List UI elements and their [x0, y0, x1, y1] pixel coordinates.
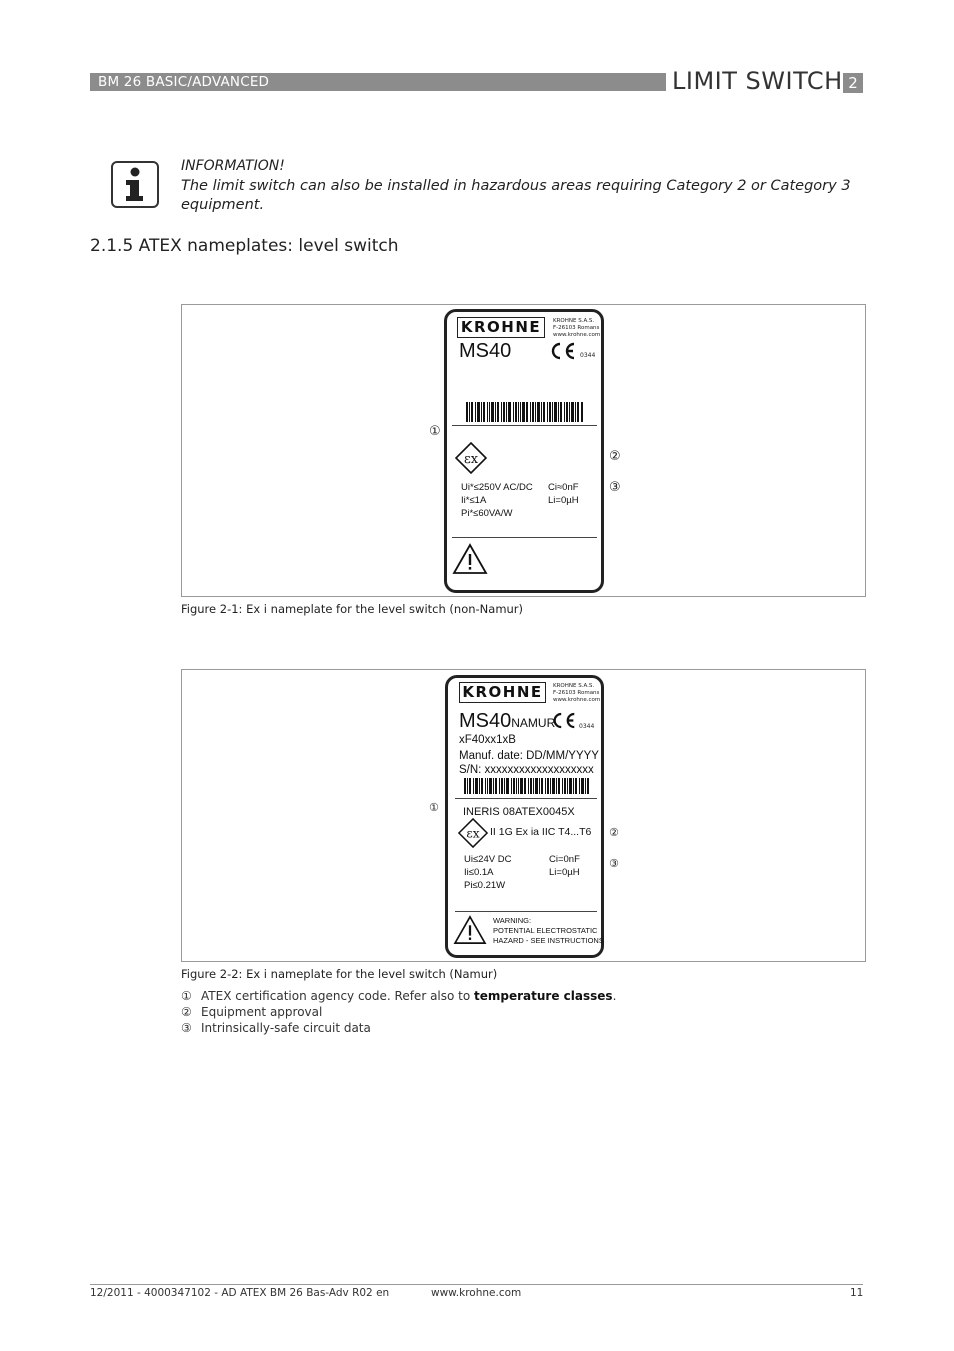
equipment-marking: II 1G Ex ia IIC T4...T6 — [490, 826, 592, 838]
intrinsic-data-right: Ci=0nF Li=0µH — [549, 854, 580, 878]
warning-triangle-icon — [452, 543, 488, 579]
barcode — [464, 778, 592, 798]
model-name: MS40NAMUR — [459, 710, 556, 732]
callout-3: ③ — [609, 857, 619, 870]
callout-3: ③ — [609, 480, 621, 495]
footer-document-id: 12/2011 - 4000347102 - AD ATEX BM 26 Bas-Adv R02 en — [90, 1287, 390, 1299]
certificate-number: INERIS 08ATEX0045X — [463, 806, 575, 818]
barcode — [466, 402, 584, 426]
legend-item-2: ② Equipment approval — [181, 1005, 323, 1019]
ce-mark-icon — [548, 342, 578, 364]
page-number: 11 — [850, 1287, 864, 1299]
intrinsic-data-left: Ui*≤250V AC/DC Ii*≤1A Pi*≤60VA/W — [461, 482, 533, 519]
product-code: xF40xx1xB — [459, 734, 516, 746]
intrinsic-data-left: Ui≤24V DC Ii≤0.1A Pi≤0.21W — [464, 854, 512, 891]
info-text: The limit switch can also be installed in hazardous areas requiring Category 2 or Category 3 equipment. — [181, 178, 851, 213]
footer-url[interactable]: www.krohne.com — [431, 1287, 522, 1299]
divider-line — [452, 537, 597, 538]
krohne-logo: KROHNE — [457, 317, 545, 338]
divider-line — [452, 425, 597, 426]
warning-triangle-icon — [453, 915, 487, 949]
callout-1: ① — [429, 801, 439, 814]
ex-mark-icon — [458, 818, 488, 852]
divider-line — [455, 911, 597, 912]
callout-2: ② — [609, 449, 621, 464]
manufacturer-address: KROHNE S.A.S. F-26103 Romans www.krohne.com — [553, 318, 601, 338]
svg-text:εx: εx — [463, 452, 479, 467]
header-product: BM 26 BASIC/ADVANCED — [98, 74, 270, 90]
chapter-number: 2 — [843, 73, 863, 93]
intrinsic-data-right: Ci≈0nF Li=0µH — [548, 482, 579, 506]
footer-divider — [90, 1284, 863, 1285]
notified-body-number: 0344 — [580, 352, 596, 359]
notified-body-number: 0344 — [579, 723, 595, 730]
svg-text:εx: εx — [466, 826, 480, 841]
krohne-logo: KROHNE — [459, 682, 546, 703]
information-icon — [111, 161, 159, 208]
model-name: MS40 — [459, 340, 512, 362]
section-title: 2.1.5 ATEX nameplates: level switch — [90, 236, 399, 256]
header-title: LIMIT SWITCH — [672, 67, 843, 95]
divider-line — [455, 798, 597, 799]
manufacturer-address: KROHNE S.A.S. F-26103 Romans www.krohne.com — [553, 683, 601, 703]
info-heading: INFORMATION! — [181, 158, 285, 174]
callout-2: ② — [609, 826, 619, 839]
temperature-classes-link[interactable]: temperature classes — [474, 989, 613, 1003]
figure-1-caption: Figure 2-1: Ex i nameplate for the level switch (non-Namur) — [181, 602, 524, 616]
ex-mark-icon — [455, 442, 487, 478]
figure-2-caption: Figure 2-2: Ex i nameplate for the level switch (Namur) — [181, 967, 498, 981]
legend-item-1: ① ATEX certification agency code. Refer also to temperature classes. — [181, 989, 617, 1003]
serial-number: S/N: xxxxxxxxxxxxxxxxxxx — [459, 764, 594, 776]
ce-mark-icon — [550, 712, 578, 733]
callout-1: ① — [429, 424, 441, 439]
warning-text: WARNING: POTENTIAL ELECTROSTATIC HAZARD - SEE INSTRUCTIONS — [493, 916, 604, 945]
manufacture-date: Manuf. date: DD/MM/YYYY — [459, 750, 599, 762]
legend-item-3: ③ Intrinsically-safe circuit data — [181, 1021, 371, 1035]
